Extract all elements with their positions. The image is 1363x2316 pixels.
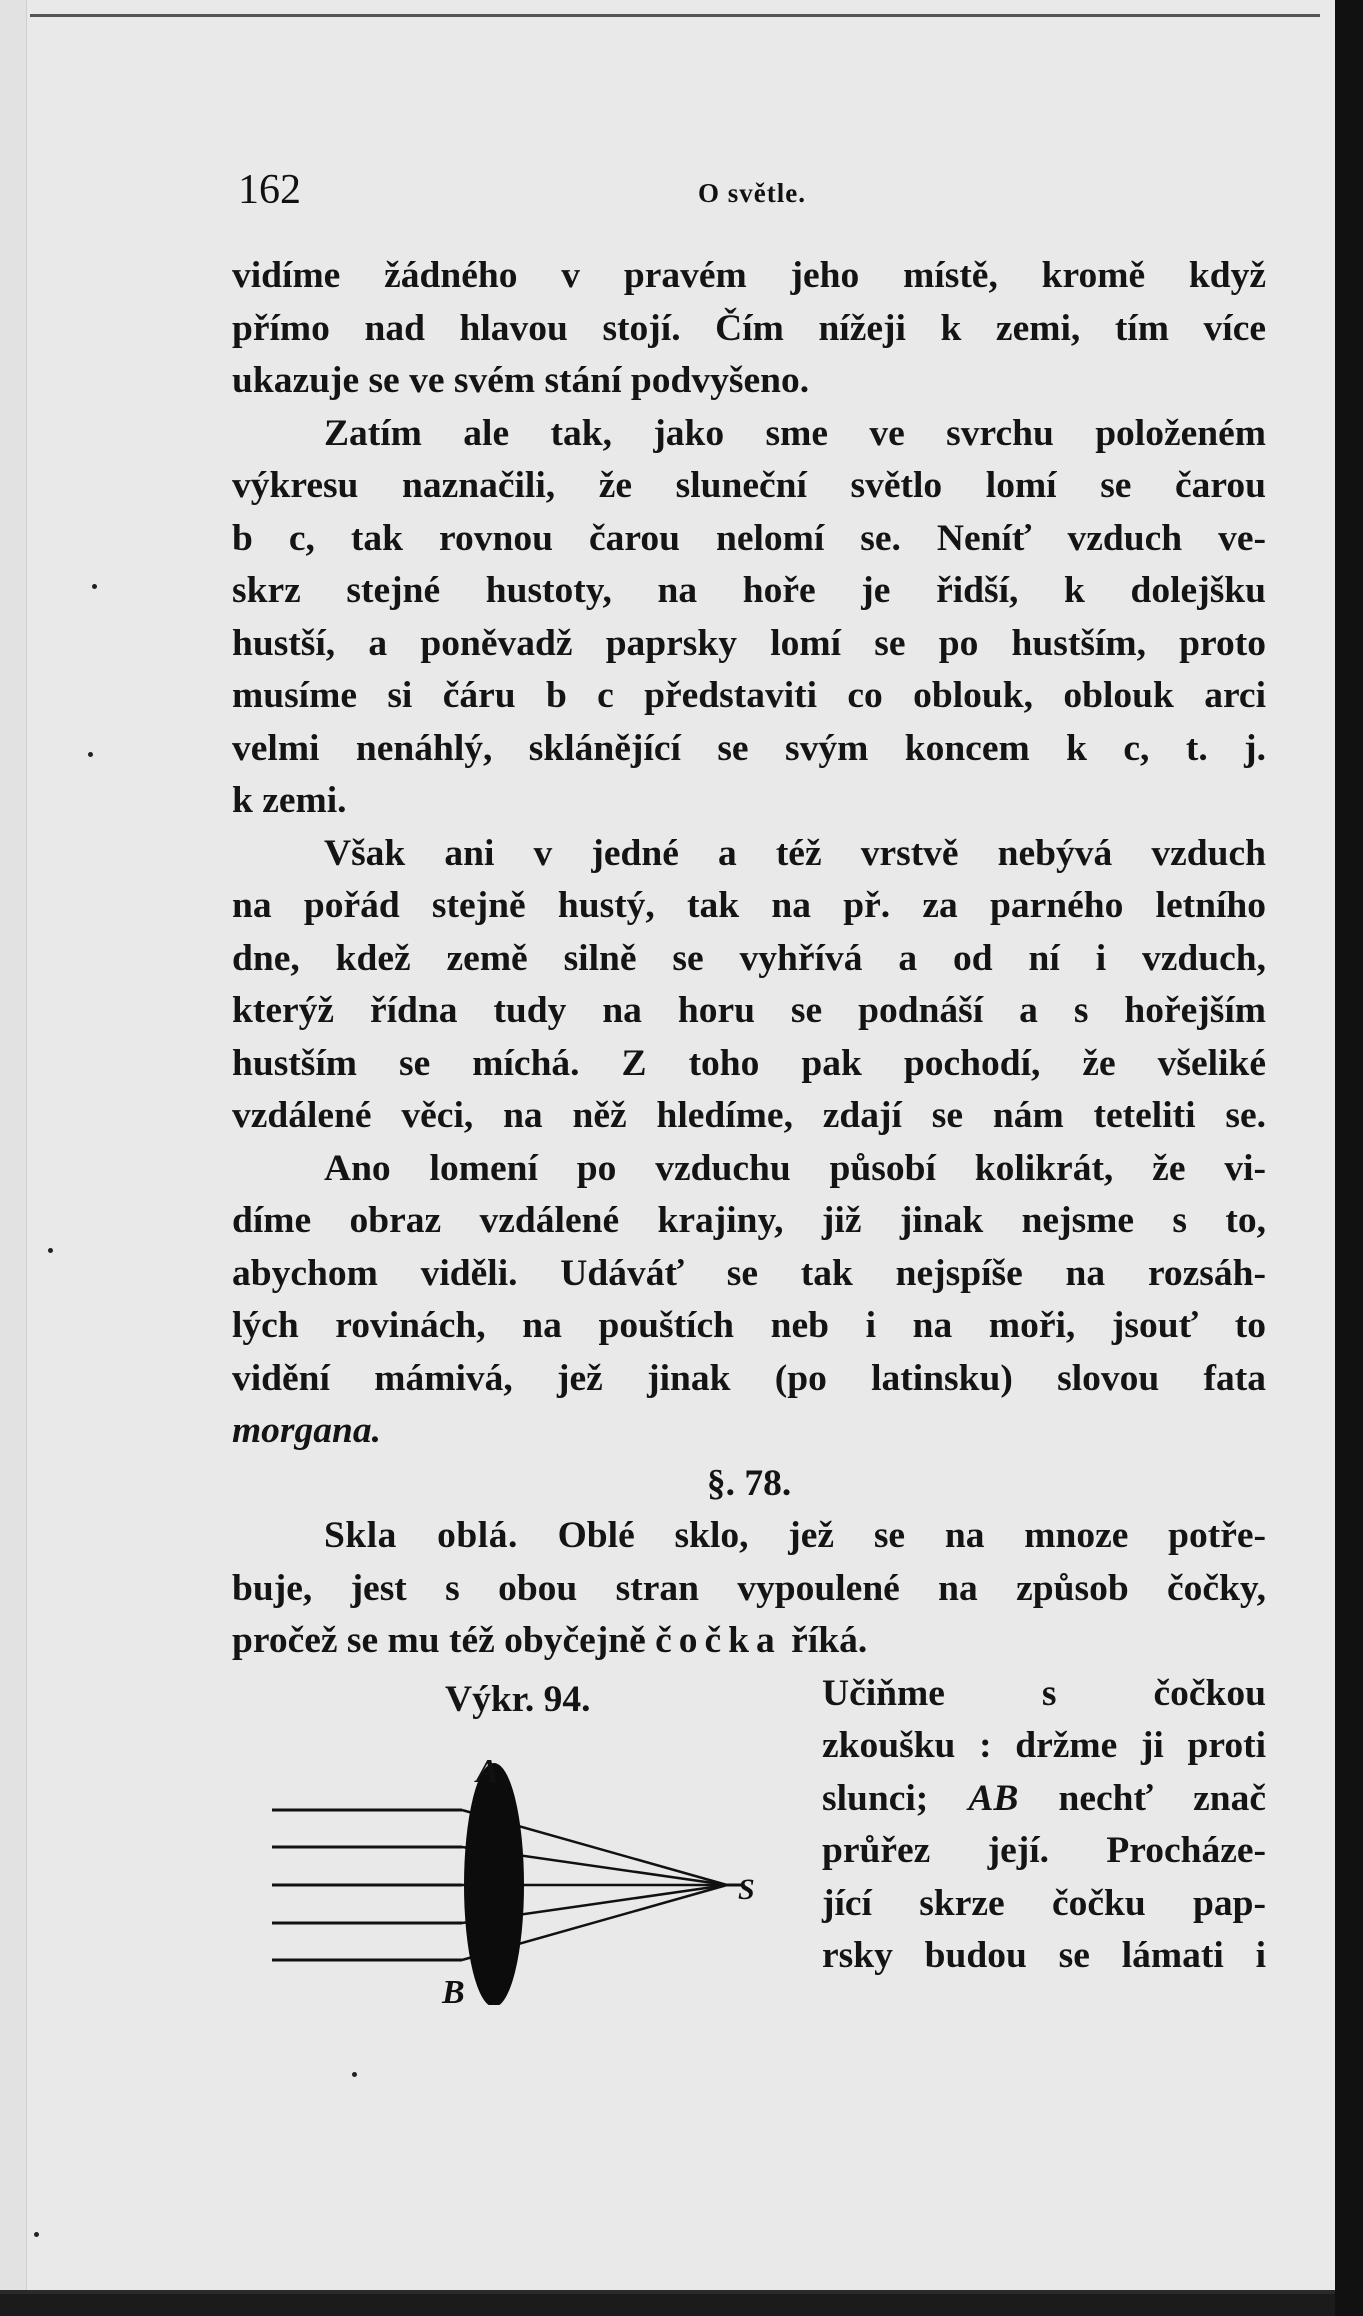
- side-text: slunci;: [822, 1777, 929, 1819]
- text-line: kterýž řídna tudy na horu se podnáší a s hořejším: [232, 990, 1266, 1031]
- text-line: ukazuje se ve svém stání podvyšeno.: [232, 360, 810, 401]
- text-line: b c, tak rovnou čarou nelomí se. Neníť vzduch ve-: [232, 517, 1266, 559]
- text-line: na pořád stejně hustý, tak na př. za parného letního: [232, 885, 1266, 926]
- text-line: Však ani v jedné a též vrstvě nebývá vzduch: [324, 832, 1266, 874]
- speck: [92, 584, 97, 589]
- text-line: abychom viděli. Udáváť se tak nejspíše na rozsáh-: [232, 1252, 1266, 1294]
- page-number: 162: [238, 167, 301, 213]
- lens-shape: [464, 1763, 524, 2005]
- text-line: vidění mámivá, jež jinak (po latinsku) slovou fata: [232, 1357, 1266, 1399]
- page-edge: [0, 0, 27, 2290]
- speck: [48, 1248, 53, 1253]
- running-head: [232, 158, 1272, 218]
- text-line: lých rovinách, na pouštích neb i na moři, jsouť to: [232, 1305, 1266, 1346]
- text-line: dne, kdež země silně se vyhřívá a od ní i vzduch,: [232, 937, 1266, 979]
- text-line: musíme si čáru b c představiti co oblouk, oblouk arci: [232, 675, 1266, 716]
- spaced-word: čočka: [655, 1620, 782, 1661]
- side-text-line: rsky budou se lámati i: [822, 1935, 1266, 1976]
- text-line: hustším se míchá. Z toho pak pochodí, že všeliké: [232, 1042, 1266, 1084]
- side-text-line: [822, 1773, 1266, 1826]
- incoming-rays: [272, 1810, 462, 1960]
- section-heading: Skla oblá.: [324, 1515, 518, 1556]
- text-line: k zemi.: [232, 780, 347, 821]
- side-text-ab: AB: [968, 1777, 1019, 1819]
- text-line: buje, jest s obou stran vypoulené na způsob čočky,: [232, 1567, 1266, 1609]
- text-line: výkresu naznačili, že sluneční světlo lomí se čarou: [232, 465, 1266, 506]
- text-line: Zatím ale tak, jako sme ve svrchu položeném: [324, 412, 1266, 454]
- side-text-line: průřez její. Procháze-: [822, 1830, 1266, 1871]
- side-text-line: zkoušku : držme ji proti: [822, 1725, 1266, 1766]
- speck: [34, 2232, 39, 2237]
- side-text-line: jící skrze čočku pap-: [822, 1882, 1266, 1924]
- lens-figure: [262, 1755, 782, 2005]
- label-s: S: [738, 1873, 755, 1906]
- body-text: [232, 250, 1266, 1983]
- text-line: hustší, a poněvadž paprsky lomí se po hustším, proto: [232, 622, 1266, 664]
- section-first-line: [232, 1510, 1266, 1563]
- section-number: §. 78.: [706, 1462, 792, 1504]
- label-b: B: [442, 1974, 465, 2005]
- speck: [88, 752, 93, 757]
- scan-border: [1335, 0, 1363, 2316]
- side-text-line: Učiňme s čočkou: [822, 1672, 1266, 1714]
- section-line-text: pročež se mu též obyčejně: [232, 1620, 646, 1661]
- side-text: nechť znač: [1058, 1777, 1267, 1819]
- text-line: vidíme žádného v pravém jeho místě, kromě když: [232, 255, 1266, 296]
- text-line: morgana.: [232, 1410, 381, 1451]
- text-line: skrz stejné hustoty, na hoře je řidší, k dolejšku: [232, 570, 1266, 611]
- text-line: přímo nad hlavou stojí. Čím nížeji k zemi, tím více: [232, 307, 1266, 349]
- label-a: A: [476, 1755, 499, 1790]
- text-line: Ano lomení po vzduchu působí kolikrát, že vi-: [324, 1147, 1266, 1189]
- text-line: velmi nenáhlý, sklánějící se svým koncem k c, t. j.: [232, 727, 1266, 769]
- running-title: O světle.: [698, 178, 806, 208]
- section-line-text: Oblé sklo, jež se na mnoze potře-: [557, 1515, 1267, 1556]
- text-line: díme obraz vzdálené krajiny, již jinak nejsme s to,: [232, 1200, 1266, 1241]
- speck: [352, 2072, 357, 2077]
- figure-label: Výkr. 94.: [445, 1679, 591, 1720]
- top-rule: [30, 14, 1320, 17]
- text-line: vzdálené věci, na něž hledíme, zdají se nám teteliti se.: [232, 1095, 1266, 1136]
- text-line: [232, 1615, 1266, 1668]
- section-line-text: říká.: [791, 1620, 868, 1661]
